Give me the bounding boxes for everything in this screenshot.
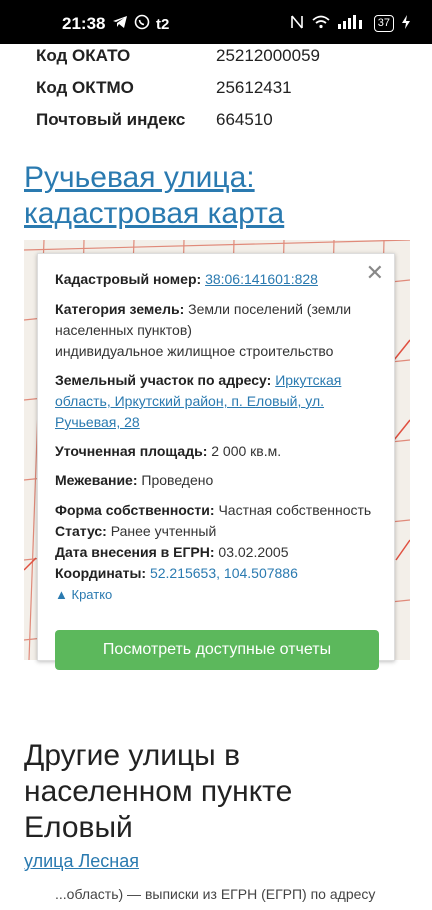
telegram-icon — [112, 15, 128, 33]
coordinates-link[interactable]: 52.215653, 104.507886 — [149, 565, 298, 581]
info-value: 25612431 — [216, 78, 292, 97]
area-row — [55, 441, 385, 462]
caret-up-icon: ▲ — [55, 587, 68, 602]
wifi-icon — [312, 15, 330, 32]
info-value: 25212000059 — [216, 46, 321, 65]
ownership-value: Частная собственность — [218, 502, 372, 518]
info-label: Код ОКТМО — [36, 78, 134, 97]
signal-icon — [338, 15, 366, 32]
info-label: Почтовый индекс — [36, 110, 186, 129]
survey-row — [55, 470, 385, 491]
coordinates-row — [55, 563, 385, 584]
status-value: Ранее учтенный — [110, 523, 217, 539]
cadastral-number-row — [55, 269, 385, 290]
charging-icon — [402, 15, 410, 32]
info-row-postcode — [36, 110, 416, 142]
status-row — [55, 521, 385, 542]
survey-value: Проведено — [141, 472, 214, 488]
nfc-icon — [290, 14, 304, 33]
land-category-row — [55, 299, 385, 362]
info-row-okato — [36, 46, 416, 78]
status-label: Статус: — [55, 523, 107, 539]
date-label: Дата внесения в ЕГРН: — [55, 544, 215, 560]
view-reports-button[interactable]: Посмотреть доступные отчеты — [55, 630, 379, 670]
status-right-icons — [290, 14, 410, 33]
status-time: 21:38 — [62, 14, 106, 33]
cadastral-number-link[interactable]: 38:06:141601:828 — [205, 271, 318, 287]
address-link[interactable]: Иркутская область, Иркутский район, п. Еловый, ул. Ручьевая, 28 — [55, 372, 342, 430]
category-label: Категория земель: — [55, 301, 185, 317]
battery-icon: 37 — [374, 15, 394, 32]
other-streets-title: Другие улицы в населенном пункте Еловый — [24, 739, 293, 844]
cadastral-map-link[interactable]: Ручьевая улица: кадастровая карта — [24, 161, 285, 230]
category-extra: индивидуальное жилищное строительство — [55, 343, 334, 359]
address-label: Земельный участок по адресу: — [55, 372, 272, 388]
viber-icon — [134, 14, 150, 34]
date-value: 03.02.2005 — [218, 544, 289, 560]
ownership-row — [55, 500, 385, 521]
info-table — [36, 46, 416, 142]
close-icon[interactable]: ✕ — [365, 260, 384, 285]
brief-link[interactable]: Кратко — [71, 587, 113, 602]
area-label: Уточненная площадь: — [55, 443, 208, 459]
coords-label: Координаты: — [55, 565, 147, 581]
info-row-oktmo — [36, 78, 416, 110]
street-link-lesnaya[interactable]: улица Лесная — [24, 851, 140, 871]
status-bar — [0, 0, 432, 44]
category-value: Земли поселений (земли населенных пунктов) — [55, 301, 352, 338]
address-row — [55, 370, 385, 433]
ownership-label: Форма собственности: — [55, 502, 215, 518]
bottom-text: ...область) — выписки из ЕГРН (ЕГРП) по адресу — [55, 886, 376, 902]
status-left-icons — [112, 14, 169, 34]
area-value: 2 000 кв.м. — [211, 443, 282, 459]
survey-label: Межевание: — [55, 472, 138, 488]
date-row — [55, 542, 385, 563]
info-label: Код ОКАТО — [36, 46, 131, 65]
brief-toggle[interactable] — [55, 584, 385, 605]
cadastral-label: Кадастровый номер: — [55, 271, 202, 287]
carrier-label: t2 — [156, 15, 170, 33]
info-value: 664510 — [216, 110, 273, 129]
parcel-info-popup — [37, 253, 395, 661]
